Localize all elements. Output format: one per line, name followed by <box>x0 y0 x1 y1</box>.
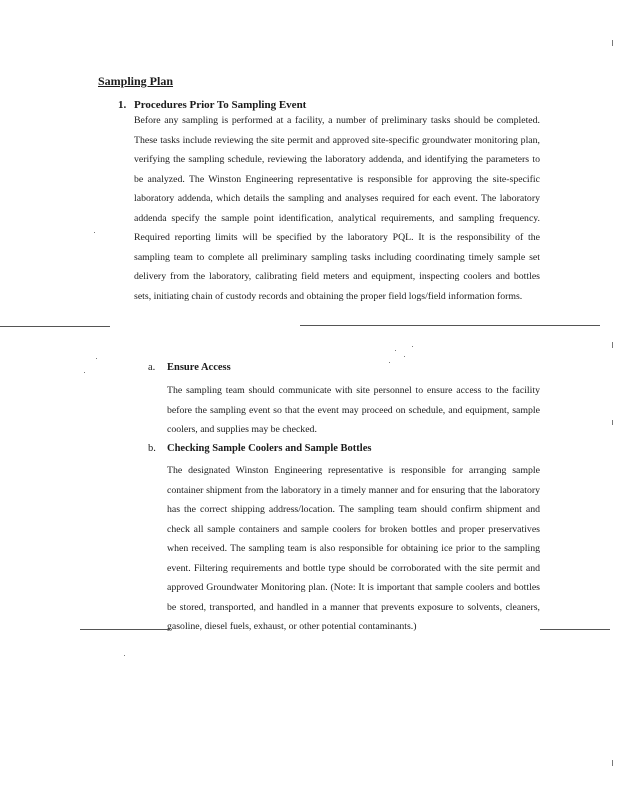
scan-speck <box>395 350 396 351</box>
subsection-a-heading: Ensure Access <box>167 362 231 373</box>
subsection-b-letter: b. <box>148 443 156 454</box>
scan-speck <box>612 420 613 425</box>
scan-speck <box>612 760 613 766</box>
scan-line-artifact <box>300 325 600 326</box>
scan-line-artifact <box>80 629 170 630</box>
subsection-b-paragraph: The designated Winston Engineering representative is responsible for arranging sample container shipment from the laboratory in a timely manner and for ensuring that the laboratory has the correct shipping address/location. The sampling team should confirm shipment and check all sample containers and sample coolers for broken bottles and proper preservatives when received. The sampling team is also responsible for obtaining ice prior to the sampling event. Filtering requirements and bottle type should be corroborated with the site permit and approved Groundwater Monitoring plan. (Note: It is important that sample coolers and bottles be stored, transported, and handled in a manner that prevents exposure to solvents, cleaners, gasoline, diesel fuels, exhaust, or other potential contaminants.) <box>167 465 540 632</box>
scan-speck <box>404 356 405 357</box>
section-heading: Procedures Prior To Sampling Event <box>134 99 307 111</box>
scan-speck <box>412 346 413 347</box>
scan-speck <box>124 655 125 656</box>
scan-speck <box>94 232 95 233</box>
page-title: Sampling Plan <box>98 74 174 88</box>
scan-line-artifact <box>540 629 610 630</box>
scan-speck <box>612 342 613 348</box>
scan-speck <box>96 358 97 359</box>
subsection-b-heading: Checking Sample Coolers and Sample Bottles <box>167 443 372 454</box>
subsection-a-letter: a. <box>148 362 156 373</box>
scan-speck <box>612 40 613 46</box>
scan-speck <box>389 362 390 363</box>
subsection-a-paragraph: The sampling team should communicate with site personnel to ensure access to the facility before the sampling event so that the event may proceed on schedule, and equipment, sample coolers, and supplies may be checked. <box>167 385 540 435</box>
section-number: 1. <box>118 99 127 111</box>
section-paragraph: Before any sampling is performed at a facility, a number of preliminary tasks should be completed. These tasks include reviewing the site permit and approved site-specific groundwater monitoring plan, verifying the sampling schedule, reviewing the laboratory addenda, and identifying the parameters to be analyzed. The Winston Engineering representative is responsible for approving the site-specific laboratory addenda, which details the sampling and analyses required for each event. The laboratory addenda specify the sample point identification, analytical requirements, and sampling frequency. Required reporting limits will be specified by the laboratory PQL. It is the responsibility of the sampling team to complete all preliminary sampling tasks including coordinating timely sample set delivery from the laboratory, calibrating field meters and equipment, inspecting coolers and bottles sets, initiating chain of custody records and obtaining the proper field logs/field information forms. <box>134 115 540 302</box>
scan-speck <box>84 372 85 373</box>
scan-line-artifact <box>0 326 110 327</box>
